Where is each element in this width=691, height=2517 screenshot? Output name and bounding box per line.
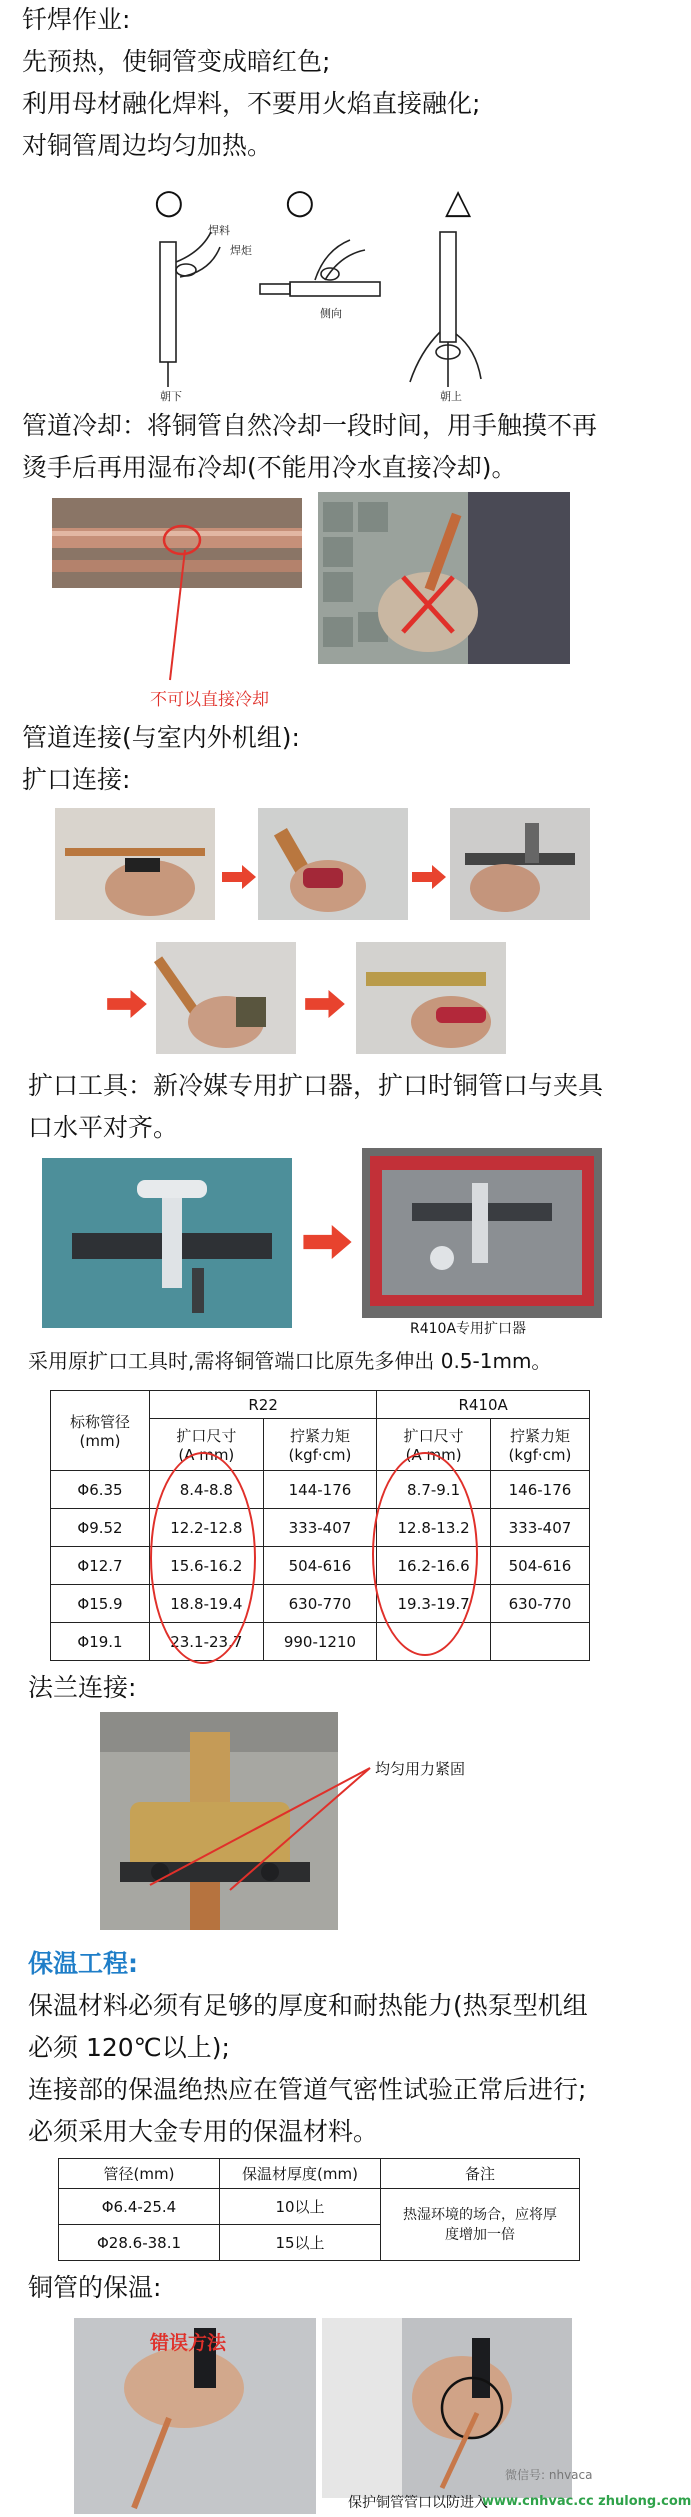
correct-mark-2: ○ — [285, 182, 315, 222]
r22-size-highlight — [150, 1452, 256, 1664]
flare-step-1-photo — [55, 808, 215, 920]
r410a-flare-tool-photo — [362, 1148, 602, 1318]
protect-pipe-caption: 保护铜管管口以防进入 — [348, 2495, 488, 2511]
flare-note: 采用原扩口工具时,需将铜管端口比原先多伸出 0.5-1mm。 — [28, 1349, 552, 1373]
insulation-line-4: 必须采用大金专用的保温材料。 — [28, 2117, 379, 2146]
header-r22-torque: 拧紧力矩 (kgf·cm) — [263, 1419, 377, 1471]
correct-mark-1: ○ — [154, 182, 184, 222]
header-diameter: 管径(mm) — [59, 2159, 220, 2189]
header-r22-size: 扩口尺寸 (A mm) — [150, 1419, 264, 1471]
insulation-line-3: 连接部的保温绝热应在管道气密性试验正常后进行; — [28, 2075, 587, 2104]
arrow-right-icon — [106, 990, 148, 1018]
header-nominal: 标称管径 (mm) — [51, 1391, 150, 1471]
water-cooling-photo — [318, 492, 570, 664]
no-direct-cooling-caption: 不可以直接冷却 — [150, 690, 269, 710]
brazing-line-1: 先预热，使铜管变成暗红色; — [22, 47, 331, 76]
brazing-line-3: 对铜管周边均匀加热。 — [22, 131, 273, 160]
r410a-size-highlight — [372, 1452, 478, 1656]
header-r410a: R410A — [377, 1391, 590, 1419]
label-solder: 焊料 — [208, 224, 230, 237]
flange-callout-text: 均匀用力紧固 — [375, 1760, 466, 1778]
insulation-title: 保温工程: — [28, 1949, 138, 1978]
insulation-table — [58, 2158, 580, 2261]
flare-step-2-photo — [258, 808, 408, 920]
label-down: 朝下 — [160, 390, 182, 403]
remark-cell: 热湿环境的场合，应将厚 度增加一倍 — [381, 2189, 580, 2261]
cooling-text-2: 烫手后再用湿布冷却(不能用冷水直接冷却)。 — [22, 453, 517, 482]
header-r410a-torque: 拧紧力矩 (kgf·cm) — [490, 1419, 589, 1471]
watermark-wechat: 微信号: nhvaca — [505, 2468, 593, 2482]
label-side: 侧向 — [320, 307, 342, 320]
caution-mark: △ — [445, 182, 472, 222]
brazing-title: 钎焊作业: — [22, 5, 131, 34]
flare-tool-text-1: 扩口工具：新冷媒专用扩口器，扩口时铜管口与夹具 — [28, 1071, 604, 1100]
flare-step-5-photo — [356, 942, 506, 1054]
brazing-diagram — [140, 182, 520, 402]
table-row: Φ6.4-25.4 10以上 热湿环境的场合，应将厚 度增加一倍 — [59, 2189, 580, 2225]
arrow-right-icon — [300, 1225, 355, 1259]
table-row: Φ28.6-38.1 15以上 — [59, 2225, 580, 2261]
arrow-right-icon — [412, 865, 446, 889]
insulation-line-1: 保温材料必须有足够的厚度和耐热能力(热泵型机组 — [28, 1991, 588, 2020]
flare-title: 扩口连接: — [22, 765, 131, 794]
arrow-right-icon — [304, 990, 346, 1018]
connection-title: 管道连接(与室内外机组): — [22, 723, 300, 752]
table-row: Φ12.7 15.6-16.2 504-616 16.2-16.6 504-616 — [51, 1547, 590, 1585]
header-r410a-size: 扩口尺寸 (A mm) — [377, 1419, 491, 1471]
header-thickness: 保温材厚度(mm) — [220, 2159, 381, 2189]
r410a-caption: R410A专用扩口器 — [410, 1321, 527, 1337]
label-torch: 焊炬 — [230, 244, 252, 257]
arrow-right-icon — [222, 865, 256, 889]
flare-spec-table — [50, 1390, 590, 1661]
brazing-sketch — [140, 222, 520, 402]
flare-tool-photo — [42, 1158, 292, 1328]
table-row: Φ6.35 8.4-8.8 144-176 8.7-9.1 146-176 — [51, 1471, 590, 1509]
flare-tool-text-2: 口水平对齐。 — [28, 1113, 179, 1142]
header-r22: R22 — [150, 1391, 377, 1419]
insulation-line-2: 必须 120℃以上); — [28, 2033, 230, 2062]
header-remark: 备注 — [381, 2159, 580, 2189]
callout-line — [130, 550, 200, 690]
wrong-method-label: 错误方法 — [150, 2332, 227, 2354]
label-up: 朝上 — [440, 390, 462, 403]
table-row: Φ15.9 18.8-19.4 630-770 19.3-19.7 630-770 — [51, 1585, 590, 1623]
flange-title: 法兰连接: — [28, 1673, 137, 1702]
table-row: Φ9.52 12.2-12.8 333-407 12.8-13.2 333-407 — [51, 1509, 590, 1547]
brazing-line-2: 利用母材融化焊料，不要用火焰直接融化; — [22, 89, 481, 118]
table-row: Φ19.1 23.1-23.7 990-1210 — [51, 1623, 590, 1661]
flange-callout-lines — [140, 1760, 380, 1900]
watermark-site: www.cnhvac.cc zhulong.com — [482, 2494, 691, 2509]
cooling-text-1: 管道冷却：将铜管自然冷却一段时间，用手触摸不再 — [22, 411, 598, 440]
copper-insulation-title: 铜管的保温: — [28, 2273, 162, 2302]
flare-step-3-photo — [450, 808, 590, 920]
flare-step-4-photo — [156, 942, 296, 1054]
